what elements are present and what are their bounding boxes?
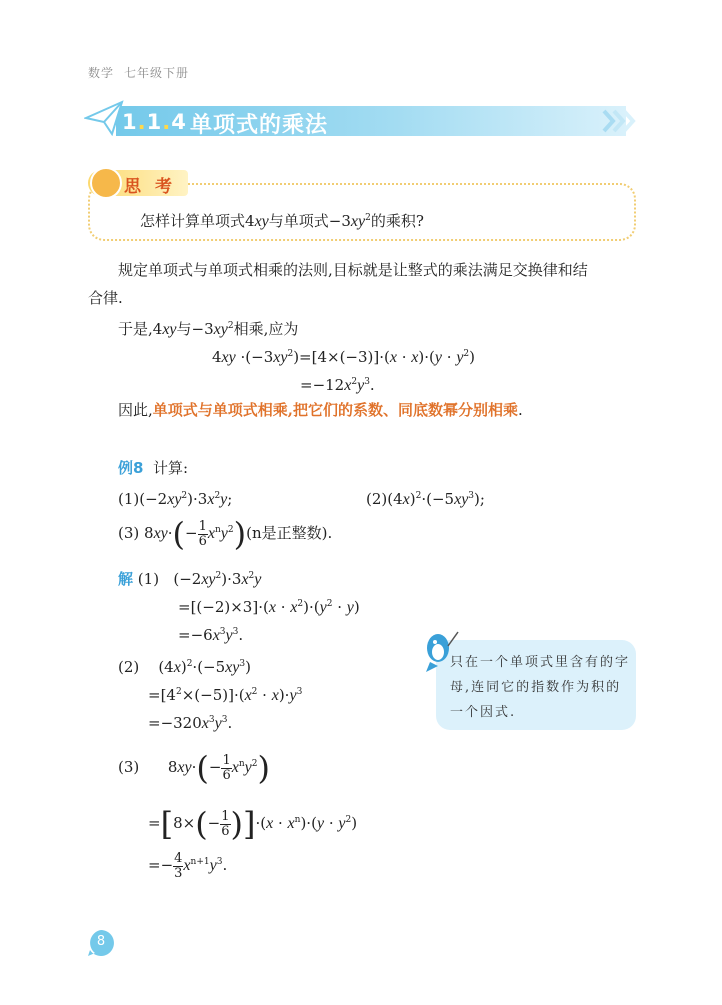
conclusion-rule: 单项式与单项式相乘,把它们的系数、同底数幂分别相乘 bbox=[152, 401, 519, 419]
chevron-right-icon bbox=[600, 108, 636, 134]
solution-1-result: $=-6x^3y^3$. bbox=[178, 626, 244, 644]
solution-p2-label: (2) bbox=[118, 658, 140, 676]
example-label: 例8 bbox=[118, 459, 144, 477]
rule-line1: 规定单项式与单项式相乘的法则,目标就是让整式的乘法满足交换律和结 bbox=[118, 261, 588, 279]
paper-plane-icon bbox=[84, 100, 124, 136]
think-label: 思考 bbox=[124, 177, 186, 197]
then-post: 相乘,应为 bbox=[233, 320, 299, 338]
running-header bbox=[88, 64, 189, 81]
solution-1-head: 解 (1) $(-2xy^2)\cdot 3x^2y$ bbox=[118, 570, 262, 588]
header-subject: 数学 bbox=[88, 66, 115, 80]
example-q2: $(2)(4x)^2\cdot(-5xy^3)$; bbox=[366, 490, 485, 508]
lightbulb-icon bbox=[90, 167, 122, 199]
conclusion-line bbox=[118, 398, 523, 422]
example-q3-note: (n是正整数). bbox=[246, 524, 333, 542]
solution-3-step: =[8×(− $\frac{1}{6}$ )]$\cdot(x \cdot x^n)\cdot(y \cdot y^2)$ bbox=[148, 805, 358, 843]
example-heading bbox=[118, 456, 188, 480]
section-title: 单项式的乘法 bbox=[190, 113, 329, 138]
solution-2-step: $=[4^2\times(-5)]\cdot(x^2 \cdot x)\cdot y^3$ bbox=[148, 686, 303, 704]
product-formula: $4xy \cdot(-3xy^2)=[4\times(-3)]\cdot(x \cdot x)\cdot(y \cdot y^2)$ bbox=[212, 348, 476, 366]
think-question-post: 的乘积? bbox=[370, 212, 424, 230]
therefore: 因此, bbox=[118, 401, 153, 419]
margin-note-text: 只在一个单项式里含有的字母,连同它的指数作为积的一个因式. bbox=[450, 655, 631, 720]
then-mid: 与 bbox=[176, 320, 192, 338]
page-number: 8 bbox=[96, 934, 106, 949]
example-q1: $(1)(-2xy^2)\cdot 3x^2y$; bbox=[118, 490, 233, 508]
rule-line2: 合律. bbox=[88, 289, 123, 307]
product-result: $=-12x^2y^3$. bbox=[300, 376, 375, 394]
solution-3-result: =− $\frac{4}{3}$ $x^{n+1}y^3$. bbox=[148, 850, 228, 881]
then-pre: 于是, bbox=[118, 320, 153, 338]
solution-2-result: $=-320x^3y^3$. bbox=[148, 714, 233, 732]
example-q3: (3) 8xy·(− $\frac{1}{6}$ $x^ny^2)(n$是正整数). bbox=[118, 515, 333, 553]
section-number-b: 1 bbox=[146, 110, 163, 134]
solution-2-head: (2) $(4x)^2\cdot(-5xy^3)$ bbox=[118, 658, 251, 676]
example-q2-label: (2) bbox=[366, 490, 388, 508]
think-question-mid: 与单项式 bbox=[268, 212, 329, 230]
solution-p1-label: (1) bbox=[137, 570, 160, 588]
solution-p3-label: (3) bbox=[118, 758, 140, 776]
example-q1-label: (1) bbox=[118, 490, 140, 508]
think-question-pre: 怎样计算单项式 bbox=[140, 212, 246, 230]
header-grade: 七年级下册 bbox=[124, 66, 190, 80]
section-number-a: 1 bbox=[122, 110, 138, 134]
section-number-c: 4 bbox=[171, 110, 187, 134]
solution-1-step: $=[(-2)\times 3]\cdot(x \cdot x^2)\cdot(y^2 \cdot y)$ bbox=[178, 598, 360, 616]
conclusion-period: . bbox=[518, 401, 523, 419]
think-question: 怎样计算单项式4xy与单项式$-3xy^2$的乘积? bbox=[140, 212, 424, 230]
then-line: 于是,4xy与$-3xy^2$相乘,应为 bbox=[118, 320, 299, 338]
solution-label: 解 bbox=[118, 570, 134, 588]
example-q3-label: (3) bbox=[118, 524, 140, 542]
example-task: 计算: bbox=[152, 459, 189, 477]
section-number: 1.1.4 bbox=[122, 110, 187, 134]
solution-3-head: (3) 8xy·(− $\frac{1}{6}$ $x^ny^2$) bbox=[118, 749, 270, 787]
